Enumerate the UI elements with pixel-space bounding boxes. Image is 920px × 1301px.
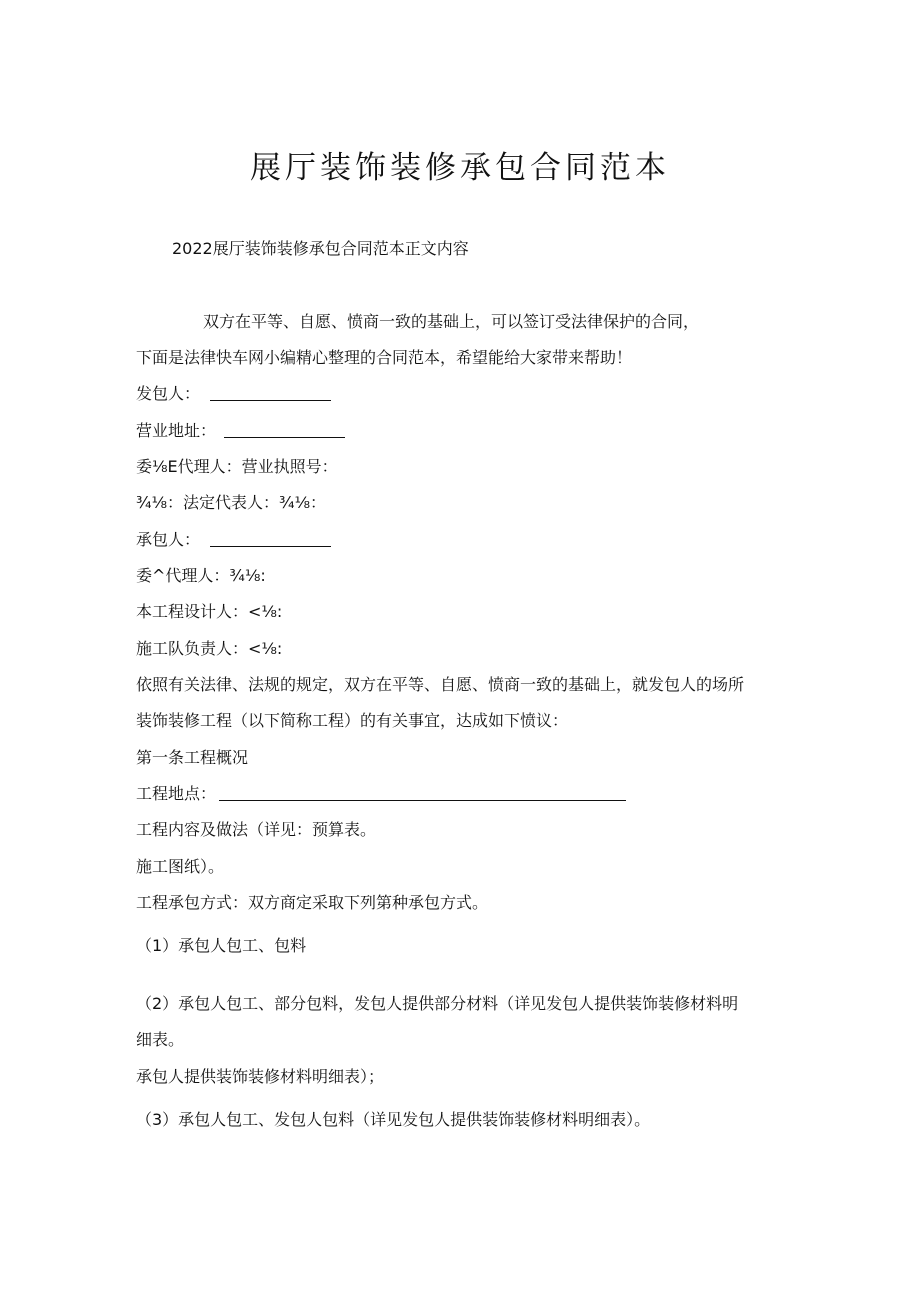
basis-line-2: 装饰装修工程（以下简称工程）的有关事宜，达成如下愤议：	[136, 711, 569, 730]
business-address-label: 营业地址：	[136, 421, 217, 440]
basis-line-1: 依照有关法律、法规的规定，双方在平等、自愿、愤商一致的基础上，就发包人的场所	[136, 675, 745, 694]
content-line-1: 工程内容及做法（详见：预算表。	[136, 820, 377, 839]
document-subtitle: 2022展厅装饰装修承包合同范本正文内容	[172, 239, 469, 258]
article-1-heading: 第一条工程概况	[136, 748, 249, 767]
designer-line: 本工程设计人：<⅛:	[136, 602, 283, 621]
agent-license-line: 委⅛E代理人：营业执照号：	[136, 457, 338, 476]
site-location-blank	[219, 784, 626, 801]
contractor-agent-line: 委^代理人：¾⅛:	[136, 566, 266, 585]
content-line-2: 施工图纸）。	[136, 857, 225, 876]
intro-line-1: 双方在平等、自愿、愤商一致的基础上，可以签订受法律保护的合同，	[203, 312, 700, 331]
legal-representative-line: ¾⅛：法定代表人：¾⅛：	[136, 493, 327, 512]
business-address-field	[136, 420, 345, 442]
contractor-field	[136, 529, 331, 551]
contractor-blank	[210, 530, 331, 547]
site-location-label: 工程地点：	[136, 784, 217, 803]
option-2-line-3: 承包人提供装饰装修材料明细表）；	[136, 1067, 385, 1086]
document-title: 展厅装饰装修承包合同范本	[250, 150, 670, 186]
employer-label: 发包人：	[136, 384, 201, 403]
option-1: （1）承包人包工、包料	[136, 936, 307, 955]
option-3: （3）承包人包工、发包人包料（详见发包人提供装饰装修材料明细表）。	[136, 1110, 651, 1129]
business-address-blank	[224, 421, 345, 438]
team-leader-line: 施工队负责人：<⅛:	[136, 639, 283, 658]
option-2-line-2: 细表。	[136, 1030, 185, 1049]
option-2-line-1: （2）承包人包工、部分包料，发包人提供部分材料（详见发包人提供装饰装修材料明	[136, 994, 739, 1013]
employer-field	[136, 383, 331, 405]
contractor-label: 承包人：	[136, 530, 201, 549]
employer-blank	[210, 384, 331, 401]
intro-line-2: 下面是法律快车网小编精心整理的合同范本，希望能给大家带来帮助！	[136, 348, 633, 367]
site-location-field	[136, 783, 626, 805]
contract-method-line: 工程承包方式：双方商定采取下列第种承包方式。	[136, 893, 489, 912]
